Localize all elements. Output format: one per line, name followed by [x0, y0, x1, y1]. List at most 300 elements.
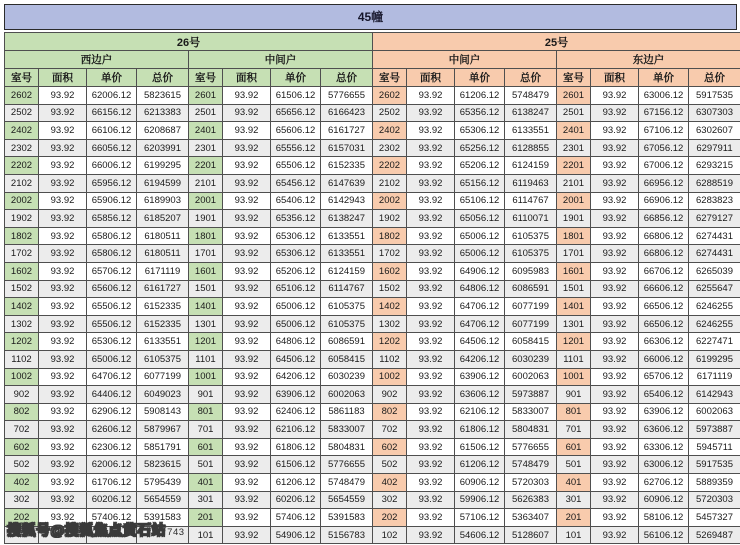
cell-room: 1501 [557, 280, 591, 298]
cell-area: 93.92 [223, 245, 271, 263]
cell-unit-price: 65356.12 [455, 104, 505, 122]
table-row [5, 333, 740, 351]
cell-total-price: 6171119 [689, 368, 740, 386]
cell-unit-price: 61206.12 [455, 87, 505, 105]
cell-unit-price: 66856.12 [639, 210, 689, 228]
cell-room: 1901 [189, 210, 223, 228]
cell-room: 1201 [189, 333, 223, 351]
cell-area: 93.92 [39, 509, 87, 527]
cell-total-price: 6307303 [689, 104, 740, 122]
cell-unit-price: 65006.12 [87, 350, 137, 368]
cell-unit-price: 66106.12 [87, 122, 137, 140]
cell-unit-price: 62306.12 [87, 438, 137, 456]
cell-total-price: 6049023 [137, 386, 189, 404]
cell-room: 1802 [373, 227, 407, 245]
cell-room: 202 [373, 509, 407, 527]
table-row [5, 438, 740, 456]
table-row [5, 526, 740, 544]
cell-area: 93.92 [591, 474, 639, 492]
cell-area: 93.92 [407, 386, 455, 404]
cell-unit-price: 62006.12 [87, 456, 137, 474]
cell-room: 2601 [557, 87, 591, 105]
cell-total-price: 6185207 [137, 210, 189, 228]
cell-room: 1302 [373, 315, 407, 333]
cell-total-price: 5833007 [321, 421, 373, 439]
cell-room: 2102 [373, 174, 407, 192]
cell-room: 1002 [5, 368, 39, 386]
cell-total-price: 6114767 [505, 192, 557, 210]
cell-unit-price: 66906.12 [639, 192, 689, 210]
cell-total-price: 6157031 [321, 139, 373, 157]
cell-area: 93.92 [407, 227, 455, 245]
cell-unit-price: 66306.12 [639, 333, 689, 351]
cell-unit-price: 65656.12 [271, 104, 321, 122]
cell-total-price: 6077199 [137, 368, 189, 386]
cell-room [5, 526, 39, 544]
cell-area: 93.92 [591, 174, 639, 192]
cell-area: 93.92 [407, 526, 455, 544]
table-row [5, 157, 740, 175]
cell-unit-price: 65306.12 [87, 333, 137, 351]
cell-room: 1801 [189, 227, 223, 245]
cell-room: 2201 [557, 157, 591, 175]
cell-unit-price: 64206.12 [271, 368, 321, 386]
cell-unit-price: 65406.12 [639, 386, 689, 404]
cell-area: 93.92 [223, 438, 271, 456]
cell-total-price: 6274431 [689, 245, 740, 263]
cell-area: 93.92 [39, 210, 87, 228]
cell-total-price: 6283823 [689, 192, 740, 210]
cell-unit-price: 66606.12 [639, 280, 689, 298]
cell-area: 93.92 [39, 491, 87, 509]
cell-area: 93.92 [223, 174, 271, 192]
cell-unit-price: 65506.12 [87, 298, 137, 316]
cell-room: 2101 [557, 174, 591, 192]
cell-area: 93.92 [39, 298, 87, 316]
cell-unit-price: 63006.12 [639, 456, 689, 474]
table-row [5, 139, 740, 157]
cell-total-price: 6274431 [689, 227, 740, 245]
cell-room: 2201 [189, 157, 223, 175]
cell-unit-price: 66006.12 [87, 157, 137, 175]
cell-area: 93.92 [407, 210, 455, 228]
cell-area: 93.92 [223, 456, 271, 474]
cell-total-price: 5833007 [505, 403, 557, 421]
cell-area: 93.92 [39, 280, 87, 298]
cell-room: 2402 [373, 122, 407, 140]
cell-total-price: 5720303 [505, 474, 557, 492]
unit-row [5, 51, 740, 69]
cell-room: 1901 [557, 210, 591, 228]
cell-room: 501 [557, 456, 591, 474]
cell-room: 2502 [5, 104, 39, 122]
cell-area: 93.92 [39, 122, 87, 140]
cell-room: 2302 [373, 139, 407, 157]
table-row [5, 315, 740, 333]
cell-area: 93.92 [591, 210, 639, 228]
cell-total-price: 6119463 [505, 174, 557, 192]
cell-area: 93.92 [591, 491, 639, 509]
cell-unit-price: 65006.12 [455, 245, 505, 263]
cell-unit-price: 61806.12 [455, 421, 505, 439]
cell-room: 1001 [557, 368, 591, 386]
cell-unit-price: 65006.12 [271, 315, 321, 333]
cell-unit-price: 63606.12 [639, 421, 689, 439]
cell-unit-price: 63906.12 [455, 368, 505, 386]
cell-total-price: 5851791 [137, 438, 189, 456]
cell-total-price: 6227471 [689, 333, 740, 351]
cell-area: 93.92 [591, 227, 639, 245]
cell-room: 602 [373, 438, 407, 456]
cell-unit-price: 65006.12 [271, 298, 321, 316]
cell-room: 702 [5, 421, 39, 439]
column-header: 总价 [321, 69, 373, 87]
cell-room: 2401 [557, 122, 591, 140]
cell-area: 93.92 [39, 262, 87, 280]
cell-total-price: 6110071 [505, 210, 557, 228]
cell-total-price: 6213383 [137, 104, 189, 122]
cell-area: 93.92 [591, 192, 639, 210]
column-header: 总价 [689, 69, 740, 87]
cell-unit-price: 56106.12 [639, 526, 689, 544]
cell-area: 93.92 [223, 87, 271, 105]
cell-unit-price: 62406.12 [271, 403, 321, 421]
cell-unit-price: 65806.12 [87, 245, 137, 263]
cell-total-price: 5269487 [689, 526, 740, 544]
cell-area: 93.92 [223, 403, 271, 421]
cell-room: 2002 [5, 192, 39, 210]
cell-total-price: 6105375 [505, 245, 557, 263]
cell-unit-price: 62606.12 [87, 421, 137, 439]
table-row [5, 192, 740, 210]
cell-total-price: 6152335 [321, 157, 373, 175]
cell-total-price: 5776655 [321, 87, 373, 105]
cell-room: 601 [189, 438, 223, 456]
cell-room: 1502 [5, 280, 39, 298]
cell-unit-price: 65106.12 [271, 280, 321, 298]
cell-total-price: 5823615 [137, 87, 189, 105]
cell-unit-price: 59906.12 [455, 491, 505, 509]
cell-area: 93.92 [591, 139, 639, 157]
cell-area: 93.92 [591, 509, 639, 527]
cell-room: 102 [373, 526, 407, 544]
cell-unit-price: 65206.12 [271, 262, 321, 280]
cell-total-price [137, 526, 189, 544]
cell-total-price: 6030239 [321, 368, 373, 386]
cell-area: 93.92 [223, 509, 271, 527]
cell-total-price: 5917535 [689, 87, 740, 105]
cell-unit-price: 65956.12 [87, 174, 137, 192]
cell-total-price: 6142943 [321, 192, 373, 210]
cell-unit-price: 64506.12 [271, 350, 321, 368]
cell-area: 93.92 [407, 87, 455, 105]
cell-room: 1302 [5, 315, 39, 333]
cell-area: 93.92 [223, 474, 271, 492]
cell-total-price: 5626383 [505, 491, 557, 509]
cell-total-price: 6128855 [505, 139, 557, 157]
cell-unit-price: 58106.12 [639, 509, 689, 527]
cell-area: 93.92 [407, 245, 455, 263]
cell-unit-price: 65406.12 [271, 192, 321, 210]
table-row [5, 386, 740, 404]
cell-room: 502 [373, 456, 407, 474]
cell-room: 1702 [5, 245, 39, 263]
cell-total-price: 5720303 [689, 491, 740, 509]
column-header: 单价 [455, 69, 505, 87]
cell-room: 901 [189, 386, 223, 404]
cell-unit-price: 66056.12 [87, 139, 137, 157]
cell-unit-price: 63906.12 [271, 386, 321, 404]
cell-room: 2602 [5, 87, 39, 105]
cell-unit-price: 66506.12 [639, 298, 689, 316]
cell-room: 1001 [189, 368, 223, 386]
cell-area: 93.92 [407, 174, 455, 192]
cell-unit-price: 65256.12 [455, 139, 505, 157]
cell-area: 93.92 [39, 192, 87, 210]
cell-area: 93.92 [407, 104, 455, 122]
cell-area [39, 526, 87, 544]
cell-total-price: 6105375 [505, 227, 557, 245]
cell-area: 93.92 [39, 139, 87, 157]
cell-total-price: 5917535 [689, 456, 740, 474]
cell-area: 93.92 [223, 262, 271, 280]
cell-area: 93.92 [407, 157, 455, 175]
cell-area: 93.92 [223, 210, 271, 228]
cell-total-price: 6255647 [689, 280, 740, 298]
cell-area: 93.92 [407, 474, 455, 492]
cell-total-price: 6246255 [689, 315, 740, 333]
cell-area: 93.92 [407, 491, 455, 509]
column-header: 面积 [591, 69, 639, 87]
cell-area: 93.92 [223, 421, 271, 439]
cell-unit-price: 64706.12 [87, 368, 137, 386]
cell-total-price: 6105375 [321, 298, 373, 316]
cell-total-price: 6171119 [137, 262, 189, 280]
cell-unit-price: 66706.12 [639, 262, 689, 280]
watermark-text: 搜狐号@搜狐焦点黄石站 [7, 522, 167, 538]
cell-total-price: 6161727 [137, 280, 189, 298]
cell-total-price: 5457327 [689, 509, 740, 527]
cell-unit-price: 65706.12 [87, 262, 137, 280]
cell-area: 93.92 [223, 368, 271, 386]
cell-area: 93.92 [407, 456, 455, 474]
cell-area: 93.92 [223, 139, 271, 157]
cell-area: 93.92 [407, 509, 455, 527]
column-header: 单价 [87, 69, 137, 87]
cell-room: 2301 [557, 139, 591, 157]
cell-room: 2502 [373, 104, 407, 122]
cell-total-price: 6133551 [321, 227, 373, 245]
cell-room: 901 [557, 386, 591, 404]
cell-unit-price: 63306.12 [639, 438, 689, 456]
cell-area: 93.92 [39, 350, 87, 368]
cell-room: 2202 [373, 157, 407, 175]
cell-room: 1601 [189, 262, 223, 280]
cell-total-price: 5973887 [505, 386, 557, 404]
cell-unit-price: 67056.12 [639, 139, 689, 157]
cell-total-price: 6152335 [137, 298, 189, 316]
cell-area: 93.92 [223, 280, 271, 298]
cell-room: 401 [557, 474, 591, 492]
cell-room: 1701 [557, 245, 591, 263]
cell-room: 2001 [557, 192, 591, 210]
cell-unit-price: 60206.12 [271, 491, 321, 509]
cell-total-price: 6002063 [321, 386, 373, 404]
unit-header: 中间户 [189, 51, 373, 69]
cell-total-price: 5391583 [137, 509, 189, 527]
cell-room: 902 [5, 386, 39, 404]
cell-total-price: 6114767 [321, 280, 373, 298]
cell-total-price: 6152335 [137, 315, 189, 333]
cell-unit-price: 67156.12 [639, 104, 689, 122]
cell-unit-price: 61706.12 [87, 474, 137, 492]
cell-area: 93.92 [223, 298, 271, 316]
cell-area: 93.92 [407, 333, 455, 351]
column-header-row [5, 69, 740, 87]
table-row [5, 456, 740, 474]
cell-unit-price: 64506.12 [455, 333, 505, 351]
column-header: 面积 [39, 69, 87, 87]
table-row [5, 350, 740, 368]
cell-area: 93.92 [591, 421, 639, 439]
cell-room: 2501 [557, 104, 591, 122]
table-row [5, 245, 740, 263]
cell-room: 2602 [373, 87, 407, 105]
cell-area: 93.92 [223, 386, 271, 404]
table-row [5, 87, 740, 105]
cell-area: 93.92 [39, 227, 87, 245]
cell-unit-price: 64806.12 [271, 333, 321, 351]
cell-area: 93.92 [39, 438, 87, 456]
cell-unit-price: 60906.12 [639, 491, 689, 509]
cell-area: 93.92 [591, 157, 639, 175]
cell-total-price: 5795439 [137, 474, 189, 492]
cell-area: 93.92 [223, 315, 271, 333]
cell-unit-price: 65506.12 [271, 157, 321, 175]
cell-total-price: 6133551 [321, 245, 373, 263]
cell-room: 2002 [373, 192, 407, 210]
cell-unit-price: 67106.12 [639, 122, 689, 140]
cell-room: 1701 [189, 245, 223, 263]
cell-total-price: 6199295 [689, 350, 740, 368]
cell-total-price: 5391583 [321, 509, 373, 527]
cell-unit-price: 57106.12 [455, 509, 505, 527]
cell-total-price: 5823615 [137, 456, 189, 474]
cell-unit-price: 61206.12 [455, 456, 505, 474]
cell-room: 301 [557, 491, 591, 509]
table-row [5, 368, 740, 386]
cell-total-price: 6058415 [321, 350, 373, 368]
cell-unit-price: 63006.12 [639, 87, 689, 105]
cell-room: 2301 [189, 139, 223, 157]
cell-unit-price: 57406.12 [271, 509, 321, 527]
cell-area: 93.92 [591, 368, 639, 386]
cell-area: 93.92 [591, 298, 639, 316]
cell-unit-price: 61506.12 [455, 438, 505, 456]
column-header: 室号 [373, 69, 407, 87]
cell-area: 93.92 [591, 104, 639, 122]
cell-unit-price: 65306.12 [455, 122, 505, 140]
cell-unit-price: 62006.12 [87, 87, 137, 105]
cell-total-price: 5776655 [321, 456, 373, 474]
cell-room: 302 [5, 491, 39, 509]
cell-area: 93.92 [591, 262, 639, 280]
building-header: 25号 [373, 33, 740, 51]
cell-total-price: 6293215 [689, 157, 740, 175]
column-header: 总价 [137, 69, 189, 87]
cell-room: 2402 [5, 122, 39, 140]
cell-room: 1401 [189, 298, 223, 316]
cell-room: 2101 [189, 174, 223, 192]
cell-total-price: 6265039 [689, 262, 740, 280]
cell-area: 93.92 [39, 157, 87, 175]
cell-area: 93.92 [223, 333, 271, 351]
cell-total-price: 5654559 [137, 491, 189, 509]
cell-room: 1602 [373, 262, 407, 280]
cell-area: 93.92 [39, 104, 87, 122]
cell-total-price: 6002063 [689, 403, 740, 421]
cell-room: 1401 [557, 298, 591, 316]
cell-area: 93.92 [591, 333, 639, 351]
cell-unit-price: 62706.12 [639, 474, 689, 492]
table-row [5, 210, 740, 228]
cell-unit-price: 65306.12 [271, 227, 321, 245]
cell-total-price: 5804831 [321, 438, 373, 456]
cell-room: 301 [189, 491, 223, 509]
cell-area: 93.92 [591, 403, 639, 421]
cell-room: 1202 [5, 333, 39, 351]
cell-unit-price: 64706.12 [455, 298, 505, 316]
cell-area: 93.92 [223, 227, 271, 245]
cell-unit-price: 61506.12 [271, 456, 321, 474]
cell-room: 1702 [373, 245, 407, 263]
cell-total-price: 6208687 [137, 122, 189, 140]
cell-room: 1202 [373, 333, 407, 351]
column-header: 室号 [5, 69, 39, 87]
price-table [4, 32, 740, 544]
cell-unit-price: 64206.12 [455, 350, 505, 368]
cell-room: 802 [373, 403, 407, 421]
cell-total-price: 5128607 [505, 526, 557, 544]
cell-total-price: 5748479 [505, 87, 557, 105]
cell-room: 1602 [5, 262, 39, 280]
cell-unit-price: 66156.12 [87, 104, 137, 122]
building-header: 26号 [5, 33, 373, 51]
cell-total-price: 6124159 [321, 262, 373, 280]
table-row [5, 403, 740, 421]
cell-total-price: 6086591 [505, 280, 557, 298]
cell-room: 2601 [189, 87, 223, 105]
building-row [5, 33, 740, 51]
table-row [5, 104, 740, 122]
cell-area: 93.92 [407, 438, 455, 456]
cell-area: 93.92 [591, 386, 639, 404]
unit-header: 西边户 [5, 51, 189, 69]
cell-total-price: 6297911 [689, 139, 740, 157]
cell-total-price: 6180511 [137, 245, 189, 263]
cell-room: 601 [557, 438, 591, 456]
cell-unit-price: 65906.12 [87, 192, 137, 210]
cell-room: 1301 [189, 315, 223, 333]
cell-room: 1601 [557, 262, 591, 280]
cell-area: 93.92 [39, 368, 87, 386]
cell-unit-price: 65706.12 [639, 368, 689, 386]
cell-room: 1102 [5, 350, 39, 368]
cell-total-price: 6246255 [689, 298, 740, 316]
cell-area: 93.92 [407, 122, 455, 140]
cell-area: 93.92 [39, 421, 87, 439]
cell-total-price: 6180511 [137, 227, 189, 245]
